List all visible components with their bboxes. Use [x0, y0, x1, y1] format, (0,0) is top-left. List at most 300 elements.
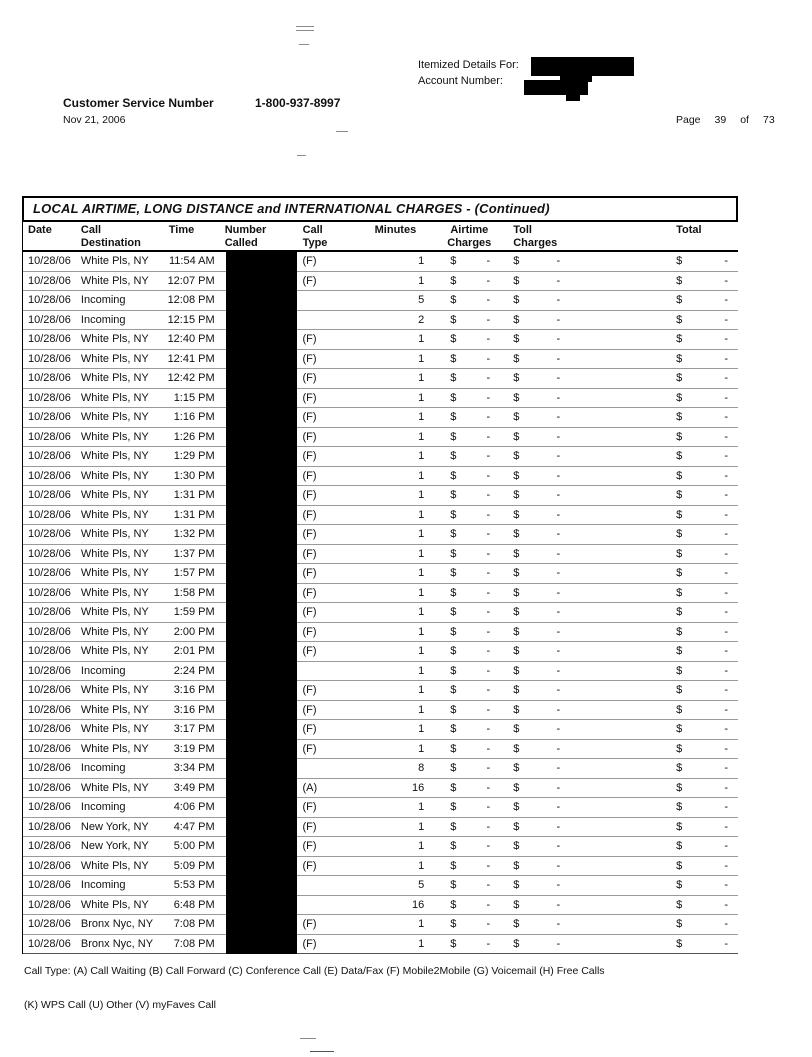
table-row — [23, 486, 738, 506]
cell-minutes: 16 — [412, 898, 425, 911]
cell-minutes: 1 — [418, 352, 425, 365]
currency-symbol: $ — [513, 352, 520, 365]
cell-date: 10/28/06 — [28, 255, 71, 267]
cell-total — [600, 447, 738, 466]
no-charge-value: - — [486, 450, 491, 462]
cell-airtime-charges — [438, 642, 500, 661]
cell-airtime-charges — [438, 486, 500, 505]
table-title: LOCAL AIRTIME, LONG DISTANCE and INTERNATIONAL CHARGES - (Continued) — [22, 196, 738, 222]
cell-call-type: (F) — [302, 586, 317, 599]
cell-call-destination: Incoming — [80, 294, 126, 306]
table-row — [23, 876, 738, 896]
cell-date: 10/28/06 — [28, 606, 71, 618]
currency-symbol: $ — [450, 255, 457, 267]
cell-time: 12:42 PM — [167, 372, 215, 384]
table-row — [23, 642, 738, 662]
cell-time: 3:34 PM — [173, 762, 215, 774]
currency-symbol: $ — [450, 508, 457, 521]
cell-minutes: 1 — [418, 645, 425, 657]
cell-date: 10/28/06 — [28, 528, 71, 540]
cell-call-destination: White Pls, NY — [80, 723, 149, 735]
scan-artifact — [299, 44, 309, 45]
currency-symbol: $ — [513, 723, 520, 735]
cell-call-destination: White Pls, NY — [80, 684, 149, 696]
cell-minutes: 1 — [418, 723, 425, 735]
no-charge-value: - — [724, 333, 729, 345]
cell-call-destination: White Pls, NY — [80, 469, 149, 482]
page-total: 73 — [762, 114, 775, 126]
currency-symbol: $ — [450, 664, 457, 677]
currency-symbol: $ — [450, 723, 457, 735]
no-charge-value: - — [486, 606, 491, 618]
column-header-total: Total — [676, 224, 702, 236]
cell-airtime-charges — [438, 759, 500, 778]
cell-toll-charges — [500, 467, 600, 486]
cell-date: 10/28/06 — [28, 372, 71, 384]
no-charge-value: - — [486, 840, 491, 852]
cell-airtime-charges — [438, 720, 500, 739]
cell-total — [600, 740, 738, 759]
cell-total — [600, 428, 738, 447]
redaction-bar-number-called — [226, 252, 297, 954]
column-header-number-called: Number Called — [224, 224, 267, 249]
cell-total — [600, 681, 738, 700]
cell-toll-charges — [500, 857, 600, 876]
cell-airtime-charges — [438, 389, 500, 408]
no-charge-value: - — [486, 801, 491, 813]
cell-time: 1:16 PM — [173, 411, 215, 423]
no-charge-value: - — [556, 879, 561, 891]
cell-call-type: (F) — [302, 723, 317, 735]
cell-minutes: 8 — [418, 762, 425, 774]
no-charge-value: - — [486, 469, 491, 482]
no-charge-value: - — [556, 664, 561, 677]
cell-call-destination: White Pls, NY — [80, 430, 149, 443]
no-charge-value: - — [556, 762, 561, 774]
cell-date: 10/28/06 — [28, 645, 71, 657]
no-charge-value: - — [556, 489, 561, 501]
currency-symbol: $ — [676, 313, 683, 326]
cell-minutes: 1 — [418, 450, 425, 462]
no-charge-value: - — [724, 820, 729, 833]
column-header-call-destination: Call Destination — [80, 224, 141, 249]
cell-call-type: (F) — [302, 411, 317, 423]
cell-call-type: (F) — [302, 801, 317, 813]
cell-call-destination: White Pls, NY — [80, 411, 149, 423]
charges-table — [22, 196, 738, 954]
cell-call-type — [299, 759, 353, 778]
cell-time: 5:09 PM — [173, 859, 215, 872]
cell-call-destination: Incoming — [80, 664, 126, 677]
cell-date: 10/28/06 — [28, 567, 71, 579]
cell-call-type: (F) — [302, 606, 317, 618]
table-row — [23, 506, 738, 526]
cell-call-type — [299, 662, 353, 681]
currency-symbol: $ — [513, 450, 520, 462]
no-charge-value: - — [486, 859, 491, 872]
currency-symbol: $ — [676, 645, 683, 657]
table-row — [23, 779, 738, 799]
currency-symbol: $ — [676, 586, 683, 599]
cell-airtime-charges — [438, 564, 500, 583]
cell-date: 10/28/06 — [28, 352, 71, 365]
cell-minutes: 1 — [418, 255, 425, 267]
cell-airtime-charges — [438, 330, 500, 349]
no-charge-value: - — [724, 840, 729, 852]
cell-toll-charges — [500, 311, 600, 330]
no-charge-value: - — [486, 333, 491, 345]
table-row — [23, 915, 738, 935]
table-row — [23, 603, 738, 623]
cell-airtime-charges — [438, 506, 500, 525]
cell-toll-charges — [500, 564, 600, 583]
no-charge-value: - — [724, 586, 729, 599]
no-charge-value: - — [724, 859, 729, 872]
cell-total — [600, 564, 738, 583]
currency-symbol: $ — [513, 664, 520, 677]
cell-total — [600, 623, 738, 642]
table-row — [23, 935, 738, 955]
table-row — [23, 467, 738, 487]
cell-call-type: (F) — [302, 918, 317, 930]
cell-airtime-charges — [438, 818, 500, 837]
cell-call-destination: Incoming — [80, 879, 126, 891]
no-charge-value: - — [486, 664, 491, 677]
no-charge-value: - — [486, 742, 491, 755]
cell-minutes: 16 — [412, 781, 425, 794]
cell-time: 12:15 PM — [167, 313, 215, 326]
cell-date: 10/28/06 — [28, 918, 71, 930]
no-charge-value: - — [724, 547, 729, 560]
no-charge-value: - — [556, 723, 561, 735]
redaction-bar-account-number — [524, 80, 588, 95]
no-charge-value: - — [556, 411, 561, 423]
no-charge-value: - — [724, 684, 729, 696]
currency-symbol: $ — [450, 820, 457, 833]
cell-date: 10/28/06 — [28, 723, 71, 735]
cell-total — [600, 350, 738, 369]
cell-total — [600, 252, 738, 271]
no-charge-value: - — [724, 606, 729, 618]
cell-toll-charges — [500, 837, 600, 856]
cell-call-type: (F) — [302, 567, 317, 579]
table-row — [23, 350, 738, 370]
cell-minutes: 1 — [418, 840, 425, 852]
cell-call-type: (F) — [302, 840, 317, 852]
no-charge-value: - — [724, 430, 729, 443]
no-charge-value: - — [724, 274, 729, 287]
cell-airtime-charges — [438, 311, 500, 330]
table-row — [23, 272, 738, 292]
cell-call-type: (F) — [302, 489, 317, 501]
no-charge-value: - — [724, 450, 729, 462]
no-charge-value: - — [724, 391, 729, 404]
table-row — [23, 428, 738, 448]
cell-time: 1:59 PM — [173, 606, 215, 618]
currency-symbol: $ — [513, 781, 520, 794]
page-of-label: of — [740, 114, 749, 126]
no-charge-value: - — [556, 274, 561, 287]
column-header-toll-charges: Toll Charges — [513, 224, 558, 249]
no-charge-value: - — [556, 801, 561, 813]
cell-toll-charges — [500, 272, 600, 291]
currency-symbol: $ — [676, 255, 683, 267]
cell-date: 10/28/06 — [28, 430, 71, 443]
cell-minutes: 1 — [418, 274, 425, 287]
cell-call-type — [299, 896, 353, 915]
cell-airtime-charges — [438, 701, 500, 720]
customer-service-label: Customer Service Number — [63, 96, 214, 110]
cell-call-destination: White Pls, NY — [80, 625, 149, 638]
currency-symbol: $ — [513, 742, 520, 755]
cell-minutes: 1 — [418, 625, 425, 638]
no-charge-value: - — [486, 294, 491, 306]
cell-airtime-charges — [438, 935, 500, 954]
cell-call-destination: White Pls, NY — [80, 255, 149, 267]
table-row — [23, 447, 738, 467]
cell-minutes: 1 — [418, 937, 425, 950]
scan-artifact — [296, 30, 314, 31]
cell-total — [600, 779, 738, 798]
cell-call-type: (F) — [302, 547, 317, 560]
no-charge-value: - — [724, 937, 729, 950]
no-charge-value: - — [486, 937, 491, 950]
cell-total — [600, 662, 738, 681]
cell-time: 7:08 PM — [173, 918, 215, 930]
currency-symbol: $ — [676, 567, 683, 579]
cell-call-type: (F) — [302, 937, 317, 950]
currency-symbol: $ — [676, 879, 683, 891]
currency-symbol: $ — [513, 255, 520, 267]
currency-symbol: $ — [676, 352, 683, 365]
cell-call-destination: White Pls, NY — [80, 352, 149, 365]
redaction-bar-name — [531, 57, 634, 76]
cell-time: 12:07 PM — [167, 274, 215, 287]
no-charge-value: - — [486, 918, 491, 930]
no-charge-value: - — [486, 762, 491, 774]
no-charge-value: - — [486, 508, 491, 521]
cell-time: 3:16 PM — [173, 703, 215, 716]
cell-toll-charges — [500, 759, 600, 778]
cell-call-destination: New York, NY — [80, 820, 149, 833]
no-charge-value: - — [556, 859, 561, 872]
table-row — [23, 818, 738, 838]
cell-minutes: 1 — [418, 742, 425, 755]
cell-total — [600, 837, 738, 856]
currency-symbol: $ — [513, 489, 520, 501]
table-row — [23, 389, 738, 409]
cell-date: 10/28/06 — [28, 294, 71, 306]
currency-symbol: $ — [513, 391, 520, 404]
no-charge-value: - — [724, 567, 729, 579]
currency-symbol: $ — [513, 801, 520, 813]
currency-symbol: $ — [513, 411, 520, 423]
currency-symbol: $ — [513, 469, 520, 482]
no-charge-value: - — [556, 313, 561, 326]
cell-total — [600, 486, 738, 505]
currency-symbol: $ — [513, 430, 520, 443]
cell-total — [600, 759, 738, 778]
column-header-time: Time — [168, 224, 195, 236]
currency-symbol: $ — [513, 294, 520, 306]
cell-time: 1:57 PM — [173, 567, 215, 579]
no-charge-value: - — [724, 664, 729, 677]
cell-airtime-charges — [438, 623, 500, 642]
currency-symbol: $ — [450, 274, 457, 287]
cell-time: 3:49 PM — [173, 781, 215, 794]
cell-call-type: (F) — [302, 528, 317, 540]
cell-time: 5:53 PM — [173, 879, 215, 891]
cell-toll-charges — [500, 603, 600, 622]
table-row — [23, 584, 738, 604]
no-charge-value: - — [556, 918, 561, 930]
cell-toll-charges — [500, 798, 600, 817]
call-type-legend-line2: (K) WPS Call (U) Other (V) myFaves Call — [24, 999, 216, 1011]
cell-toll-charges — [500, 915, 600, 934]
cell-date: 10/28/06 — [28, 489, 71, 501]
currency-symbol: $ — [676, 723, 683, 735]
cell-call-type: (F) — [302, 645, 317, 657]
cell-date: 10/28/06 — [28, 937, 71, 950]
cell-call-type: (F) — [302, 450, 317, 462]
currency-symbol: $ — [676, 411, 683, 423]
cell-date: 10/28/06 — [28, 333, 71, 345]
cell-airtime-charges — [438, 857, 500, 876]
no-charge-value: - — [556, 625, 561, 638]
cell-call-type: (F) — [302, 391, 317, 404]
cell-time: 4:06 PM — [173, 801, 215, 813]
cell-date: 10/28/06 — [28, 450, 71, 462]
no-charge-value: - — [486, 528, 491, 540]
cell-time: 6:48 PM — [173, 898, 215, 911]
cell-date: 10/28/06 — [28, 801, 71, 813]
currency-symbol: $ — [450, 294, 457, 306]
cell-total — [600, 896, 738, 915]
no-charge-value: - — [556, 703, 561, 716]
currency-symbol: $ — [676, 430, 683, 443]
cell-time: 1:26 PM — [173, 430, 215, 443]
no-charge-value: - — [724, 294, 729, 306]
cell-time: 11:54 AM — [168, 255, 215, 267]
cell-minutes: 1 — [418, 918, 425, 930]
no-charge-value: - — [724, 781, 729, 794]
cell-time: 3:17 PM — [173, 723, 215, 735]
currency-symbol: $ — [676, 898, 683, 911]
cell-call-type: (F) — [302, 703, 317, 716]
cell-airtime-charges — [438, 467, 500, 486]
cell-toll-charges — [500, 720, 600, 739]
cell-date: 10/28/06 — [28, 313, 71, 326]
cell-minutes: 1 — [418, 801, 425, 813]
currency-symbol: $ — [513, 606, 520, 618]
cell-airtime-charges — [438, 350, 500, 369]
cell-call-type: (F) — [302, 430, 317, 443]
cell-call-type: (F) — [302, 859, 317, 872]
cell-airtime-charges — [438, 272, 500, 291]
cell-call-type: (F) — [302, 508, 317, 521]
currency-symbol: $ — [676, 333, 683, 345]
currency-symbol: $ — [676, 469, 683, 482]
no-charge-value: - — [486, 372, 491, 384]
currency-symbol: $ — [450, 684, 457, 696]
cell-minutes: 1 — [418, 567, 425, 579]
cell-call-destination: White Pls, NY — [80, 450, 149, 462]
currency-symbol: $ — [676, 703, 683, 716]
table-header-row — [22, 222, 738, 252]
no-charge-value: - — [486, 586, 491, 599]
cell-minutes: 1 — [418, 391, 425, 404]
cell-total — [600, 642, 738, 661]
cell-toll-charges — [500, 662, 600, 681]
cell-toll-charges — [500, 642, 600, 661]
cell-call-type: (F) — [302, 274, 317, 287]
no-charge-value: - — [486, 313, 491, 326]
cell-call-destination: White Pls, NY — [80, 547, 149, 560]
cell-airtime-charges — [438, 681, 500, 700]
cell-toll-charges — [500, 876, 600, 895]
cell-toll-charges — [500, 740, 600, 759]
column-header-minutes: Minutes — [374, 224, 417, 236]
cell-call-destination: White Pls, NY — [80, 606, 149, 618]
table-row — [23, 330, 738, 350]
currency-symbol: $ — [676, 918, 683, 930]
cell-toll-charges — [500, 389, 600, 408]
currency-symbol: $ — [450, 469, 457, 482]
cell-toll-charges — [500, 623, 600, 642]
currency-symbol: $ — [450, 489, 457, 501]
currency-symbol: $ — [676, 528, 683, 540]
currency-symbol: $ — [450, 762, 457, 774]
table-row — [23, 408, 738, 428]
currency-symbol: $ — [450, 333, 457, 345]
currency-symbol: $ — [676, 762, 683, 774]
no-charge-value: - — [724, 703, 729, 716]
currency-symbol: $ — [450, 586, 457, 599]
cell-toll-charges — [500, 779, 600, 798]
cell-toll-charges — [500, 896, 600, 915]
cell-call-type: (F) — [302, 742, 317, 755]
cell-airtime-charges — [438, 779, 500, 798]
table-row — [23, 857, 738, 877]
no-charge-value: - — [556, 333, 561, 345]
cell-time: 1:30 PM — [173, 469, 215, 482]
no-charge-value: - — [486, 723, 491, 735]
no-charge-value: - — [486, 781, 491, 794]
no-charge-value: - — [724, 469, 729, 482]
no-charge-value: - — [486, 255, 491, 267]
cell-call-destination: White Pls, NY — [80, 528, 149, 540]
cell-call-destination: White Pls, NY — [80, 645, 149, 657]
cell-airtime-charges — [438, 662, 500, 681]
cell-time: 2:00 PM — [173, 625, 215, 638]
cell-airtime-charges — [438, 252, 500, 271]
cell-toll-charges — [500, 584, 600, 603]
cell-total — [600, 389, 738, 408]
call-type-legend-line1: Call Type: (A) Call Waiting (B) Call Forward (C) Conference Call (E) Data/Fax (F) Mobile2Mobile (G) Voicemail (H) Free Calls — [24, 965, 605, 977]
no-charge-value: - — [556, 352, 561, 365]
cell-toll-charges — [500, 447, 600, 466]
no-charge-value: - — [724, 918, 729, 930]
cell-minutes: 1 — [418, 489, 425, 501]
cell-minutes: 1 — [418, 469, 425, 482]
cell-total — [600, 467, 738, 486]
currency-symbol: $ — [450, 742, 457, 755]
cell-airtime-charges — [438, 369, 500, 388]
currency-symbol: $ — [450, 918, 457, 930]
cell-airtime-charges — [438, 603, 500, 622]
customer-service-number: 1-800-937-8997 — [255, 96, 341, 110]
currency-symbol: $ — [513, 567, 520, 579]
